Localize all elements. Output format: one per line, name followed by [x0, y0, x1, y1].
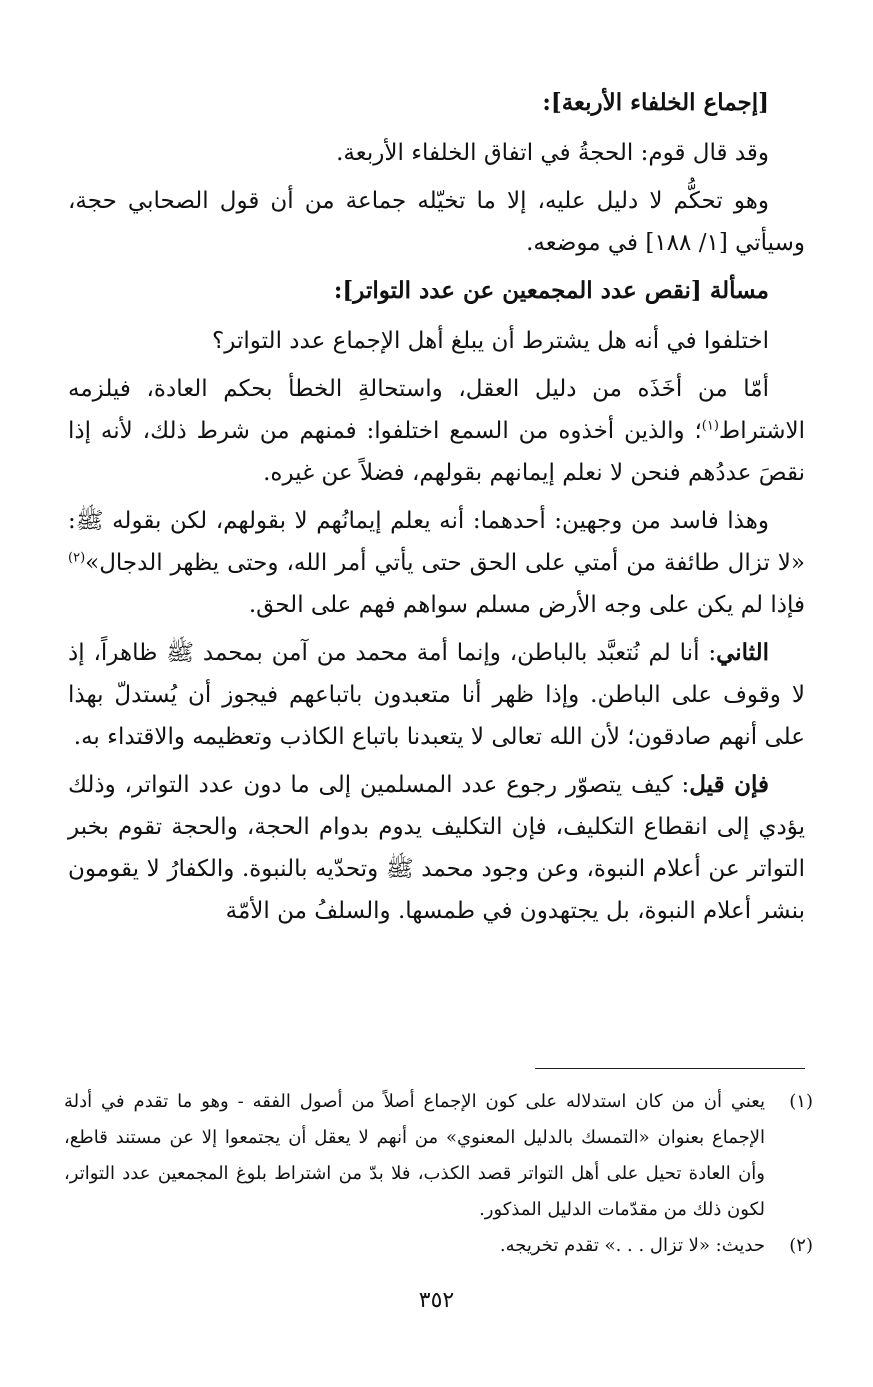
footnote-text: حديث: «لا تزال . . .» تقدم تخريجه.: [499, 1235, 765, 1256]
main-text: [68, 82, 805, 938]
section-heading-tawatur: [68, 270, 805, 312]
footnote-text: يعني أن من كان استدلاله على كون الإجماع أصلاً من أصول الفقه - وهو ما تقدم في أدلة الإجماع بعنوان «التمسك بالدليل المعنوي» من أنهم لا يعقل أن يجتمعوا إلا عن مستند قاطع، وأن العادة تحيل على أهل التواتر قصد الكذب، فلا بدّ من اشتراط بلوغ المجمعين عدد التواتر، لكون ذلك من مقدّمات الدليل المذكور.: [64, 1091, 765, 1220]
section-heading-caliphs: [68, 82, 805, 124]
page-number: ٣٥٢: [418, 1288, 455, 1313]
footnote-reference[interactable]: (١): [701, 418, 719, 434]
paragraph: [68, 368, 805, 494]
paragraph: [68, 180, 805, 264]
heading-text: مسألة [نقص عدد المجمعين عن عدد التواتر]:: [333, 277, 769, 304]
footnote-item: [64, 1228, 813, 1264]
paragraph: [68, 132, 805, 174]
footnote-number: (٢): [789, 1235, 813, 1256]
paragraph-text: : كيف يتصوّر رجوع عدد المسلمين إلى ما دون عدد التواتر، وذلك يؤدي إلى انقطاع التكليف، فإن التكليف يدوم بدوام الحجة، والحجة تقوم بخبر التواتر عن أعلام النبوة، وعن وجود محمد ﷺ وتحدّيه بالنبوة. والكفارُ لا يقومون بنشر أعلام النبوة، بل يجتهدون في طمسها. والسلفُ من الأمّة: [68, 772, 805, 924]
paragraph-text: وقد قال قوم: الحجةُ في اتفاق الخلفاء الأربعة.: [336, 140, 769, 166]
footnote-separator: [535, 1068, 805, 1069]
paragraph-text: اختلفوا في أنه هل يشترط أن يبلغ أهل الإجماع عدد التواتر؟: [212, 328, 769, 354]
paragraph-text: ؛ والذين أخذوه من السمع اختلفوا: فمنهم من شرط ذلك، لأنه إذا نقصَ عددُهم فنحن لا نعلم إيمانهم بقولهم، فضلاً عن غيره.: [68, 418, 805, 486]
paragraph-text: وهذا فاسد من وجهين: أحدهما: أنه يعلم إيمانُهم لا بقولهم، لكن بقوله ﷺ: «لا تزال طائفة من أمتي على الحق حتى يأتي أمر الله، وحتى يظهر الدجال»: [68, 508, 805, 576]
footnote-reference[interactable]: (٢): [68, 550, 86, 566]
heading-text: [إجماع الخلفاء الأربعة]:: [542, 89, 769, 116]
paragraph: [68, 320, 805, 362]
paragraph: [68, 764, 805, 932]
footnote-number: (١): [789, 1091, 813, 1112]
footnote-item: [64, 1084, 813, 1228]
paragraph-text: فإذا لم يكن على وجه الأرض مسلم سواهم فهم على الحق.: [248, 592, 805, 618]
bold-lead-word: الثاني: [716, 639, 769, 666]
paragraph: [68, 500, 805, 626]
paragraph: [68, 632, 805, 758]
bold-lead-word: فإن قيل: [689, 771, 769, 798]
paragraph-text: أمّا من أخَذَه من دليل العقل، واستحالةِ الخطأ بحكم العادة، فيلزمه الاشتراط: [68, 376, 805, 444]
paragraph-text: : أنا لم نُتعبَّد بالباطن، وإنما أمة محمد من آمن بمحمد ﷺ ظاهراً، إذ لا وقوف على الباطن. وإذا ظهر أنا متعبدون باتباعهم فيجوز أن يُستدلّ بهذا على أنهم صادقون؛ لأن الله تعالى لا يتعبدنا باتباع الكاذب وتعظيمه والاقتداء به.: [68, 640, 805, 750]
footnotes: [64, 1084, 813, 1264]
paragraph-text: وهو تحكُّم لا دليل عليه، إلا ما تخيّله جماعة من أن قول الصحابي حجة، وسيأتي [١/ ١٨٨] في موضعه.: [68, 188, 805, 256]
